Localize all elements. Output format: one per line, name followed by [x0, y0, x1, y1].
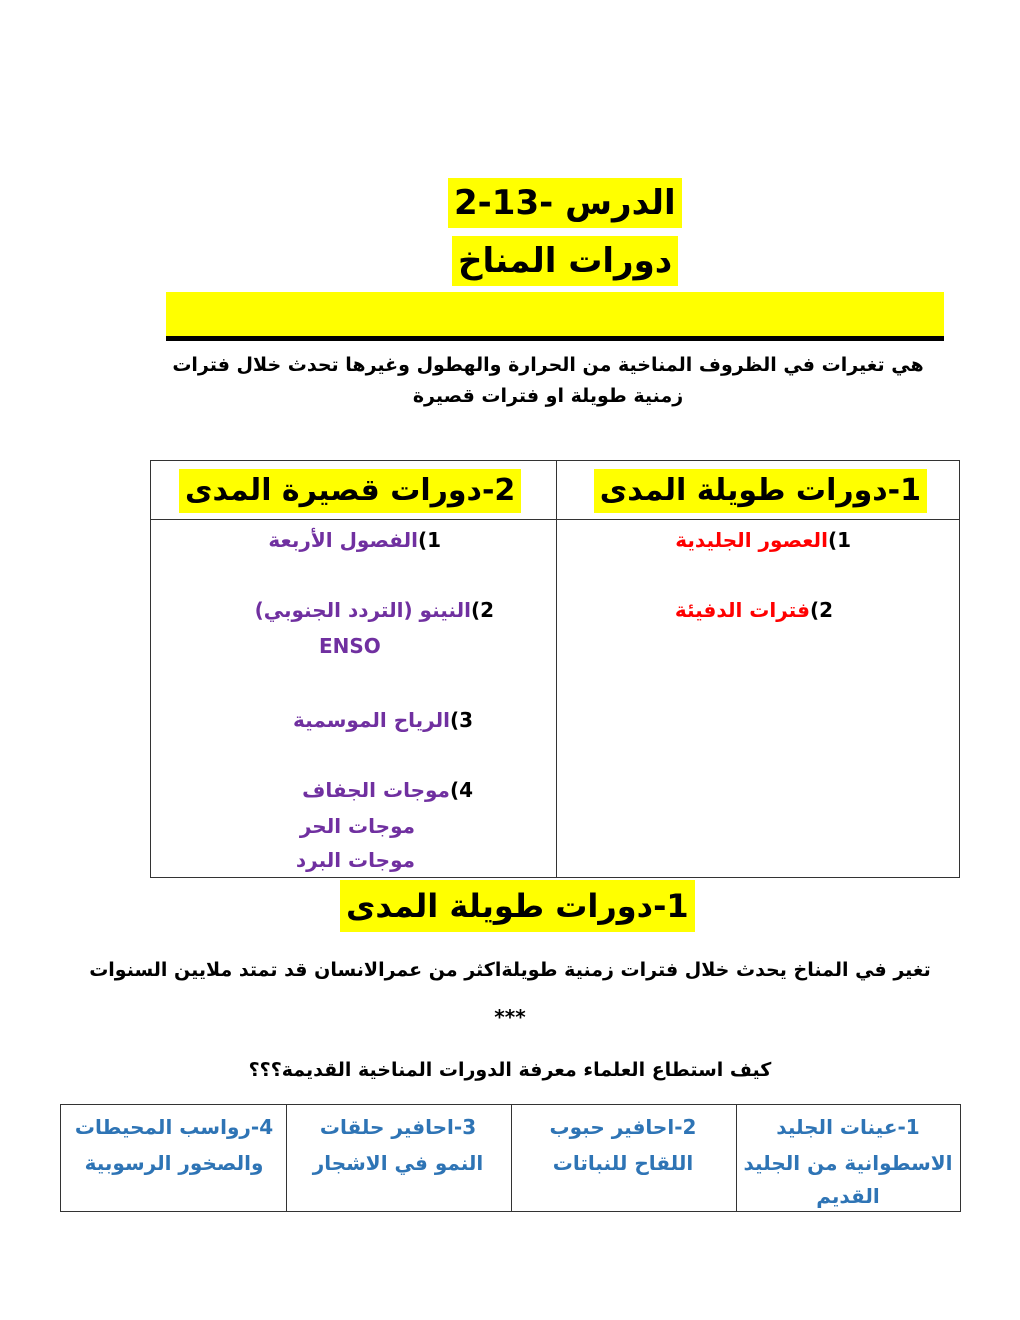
- item-number: 1): [417, 528, 441, 552]
- item-text: فترات الدفيئة: [674, 598, 810, 622]
- method-pollen-fossils: [518, 1109, 728, 1181]
- methods-divider: [736, 1105, 737, 1211]
- method-line: 1-عينات الجليد: [776, 1115, 920, 1139]
- method-tree-rings: [293, 1109, 503, 1181]
- long-item-2: [675, 595, 833, 625]
- lesson-title: دورات المناخ: [452, 236, 678, 286]
- cycles-table: [150, 460, 960, 878]
- method-line: 3-احافير حلقات: [319, 1115, 477, 1139]
- separator-stars: ***: [494, 1005, 526, 1029]
- item-number: 2): [470, 598, 494, 622]
- method-line: والصخور الرسوبية: [84, 1151, 264, 1175]
- long-cycles-heading: 1-دورات طويلة المدى: [340, 880, 695, 932]
- table-header-divider: [151, 519, 959, 520]
- long-item-1: [675, 525, 851, 555]
- title-underline: [166, 336, 944, 341]
- question-text: كيف استطاع العلماء معرفة الدورات المناخية القديمة؟؟؟: [248, 1059, 772, 1081]
- method-ocean-sediments: [69, 1109, 279, 1181]
- method-line: اللقاح للنباتات: [552, 1151, 694, 1175]
- lesson-number: الدرس -13-2: [448, 178, 682, 228]
- short-item-4: [302, 775, 473, 805]
- long-cycles-header: 1-دورات طويلة المدى: [594, 469, 927, 513]
- item-number: 3): [449, 708, 473, 732]
- method-line: 4-رواسب المحيطات: [74, 1115, 274, 1139]
- item-number: 1): [827, 528, 851, 552]
- methods-divider: [286, 1105, 287, 1211]
- item-number: 4): [449, 778, 473, 802]
- methods-divider: [511, 1105, 512, 1211]
- method-line: النمو في الاشجار: [312, 1151, 484, 1175]
- item-text: النينو (التردد الجنوبي): [254, 598, 471, 622]
- short-item-3: [293, 705, 473, 735]
- item-text: الرياح الموسمية: [293, 708, 450, 732]
- long-cycles-definition: تغير في المناخ يحدث خلال فترات زمنية طويلةاكثر من عمرالانسان قد تمتد ملايين السنوات: [89, 959, 931, 981]
- method-ice-cores: [743, 1109, 953, 1211]
- item-text: الفصول الأربعة: [268, 528, 418, 552]
- short-cycles-header: 2-دورات قصيرة المدى: [179, 469, 521, 513]
- short-item-4-extra-2: موجات البرد: [295, 848, 415, 872]
- definition-line-2: زمنية طويلة او فترات قصيرة: [412, 385, 684, 407]
- method-line: القديم: [816, 1184, 880, 1208]
- lesson-definition: [150, 350, 946, 412]
- short-item-1: [268, 525, 441, 555]
- short-item-2: [255, 595, 494, 625]
- highlight-band: [166, 292, 944, 336]
- item-text: العصور الجليدية: [675, 528, 828, 552]
- item-text: موجات الجفاف: [302, 778, 450, 802]
- definition-line-1: هي تغيرات في الظروف المناخية من الحرارة والهطول وغيرها تحدث خلال فترات: [172, 354, 924, 376]
- short-item-4-extra: موجات الحر: [299, 814, 415, 838]
- short-item-2-extra: ENSO: [319, 634, 381, 658]
- method-line: 2-احافير حبوب: [549, 1115, 697, 1139]
- table-column-divider: [556, 461, 557, 877]
- method-line: الاسطوانية من الجليد: [743, 1151, 953, 1175]
- methods-table: [60, 1104, 961, 1212]
- item-number: 2): [809, 598, 833, 622]
